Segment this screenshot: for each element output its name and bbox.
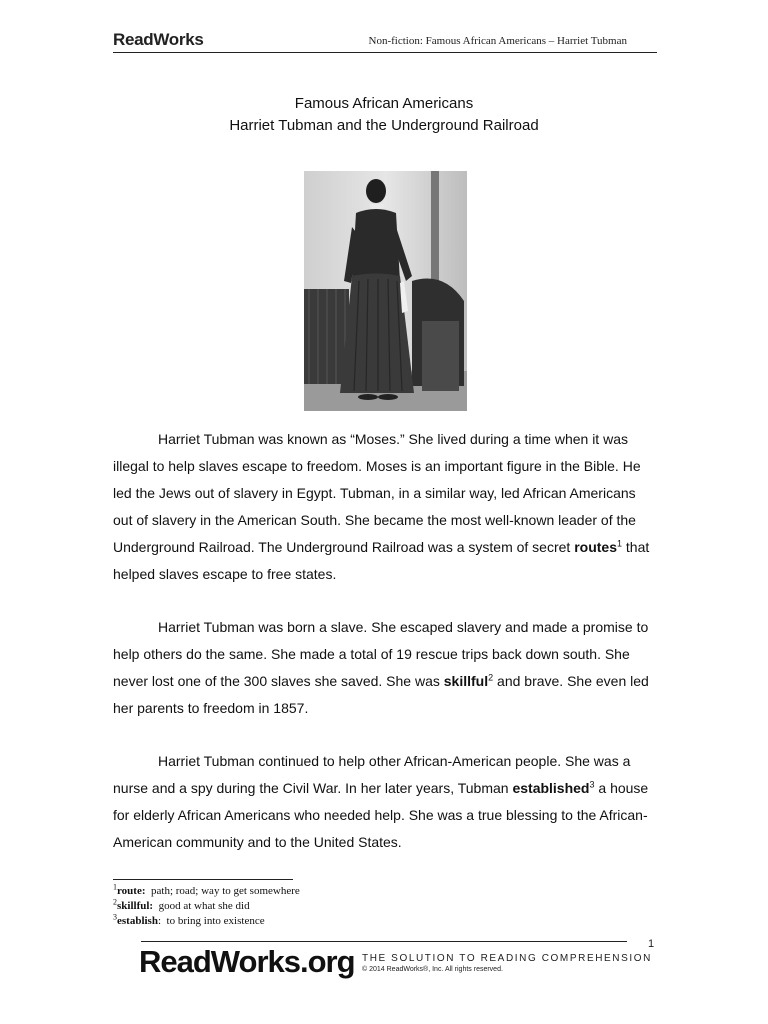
page-header xyxy=(113,30,657,53)
footnote-definition: : to bring into existence xyxy=(157,915,265,927)
paragraph-1-text: Harriet Tubman was known as “Moses.” She lived during a time when it was illegal to help slaves escape to freedom. Moses is an important figure in the Bible. He led the Jews out of slavery in Egypt. Tubman, in a similar way, led African Americans out of slavery in the American South. She became the most well-known leader of the Underground Railroad. The Underground Railroad was a system of secret xyxy=(113,431,641,555)
readworks-logo: ReadWorks xyxy=(113,30,204,49)
paragraph-2-text: Harriet Tubman was born a slave. She escaped slavery and made a promise to help others do the same. She made a total of 19 rescue trips back down south. She never lost one of the 300 slaves she saved. She was xyxy=(113,619,649,689)
paragraph-3-text: Harriet Tubman continued to help other African-American people. She was a nurse and a spy during the Civil War. In her later years, Tubman xyxy=(113,753,631,796)
paragraph-3 xyxy=(113,748,658,856)
footnote-ref-3: 3 xyxy=(589,779,595,790)
footer-divider xyxy=(141,941,627,942)
footnote-ref-2: 2 xyxy=(488,672,494,683)
harriet-tubman-photo xyxy=(304,171,467,411)
paragraph-1-text-end: that helped slaves escape to free states. xyxy=(113,539,650,582)
footnote-term: route: xyxy=(117,885,146,897)
paragraph-1 xyxy=(113,426,658,588)
footnote-term: skillful: xyxy=(117,900,154,912)
article-title-line1: Famous African Americans xyxy=(294,95,474,112)
footer-tagline: THE SOLUTION TO READING COMPREHENSION xyxy=(362,953,652,964)
readworks-org-logo: ReadWorks.org xyxy=(139,944,355,979)
footer-copyright: © 2014 ReadWorks®, Inc. All rights reserved. xyxy=(362,966,503,973)
footnote-1 xyxy=(113,884,300,899)
article-body xyxy=(113,426,658,882)
vocab-term-skillful: skillful xyxy=(443,673,489,689)
article-title-line2: Harriet Tubman and the Underground Railroad xyxy=(229,117,539,134)
footnote-definition: good at what she did xyxy=(153,900,250,912)
footnote-divider xyxy=(113,879,293,880)
paragraph-3-text-end: a house for elderly African Americans who needed help. She was a true blessing to the African-American community and to the United States. xyxy=(113,780,649,850)
footnote-number: 2 xyxy=(113,897,117,907)
footnote-ref-1: 1 xyxy=(617,538,623,549)
paragraph-2-text-end: and brave. She even led her parents to freedom in 1857. xyxy=(113,673,649,716)
footnote-definition: path; road; way to get somewhere xyxy=(145,885,300,897)
paragraph-2 xyxy=(113,614,658,722)
footnotes xyxy=(113,884,300,929)
footnote-3 xyxy=(113,914,300,929)
vocab-term-routes: routes xyxy=(574,539,617,555)
header-subtitle: Non-fiction: Famous African Americans – Harriet Tubman xyxy=(368,35,627,47)
vocab-term-established: established xyxy=(512,780,590,796)
footnote-term: establish xyxy=(117,915,158,927)
footnote-number: 1 xyxy=(113,882,117,892)
footnote-2 xyxy=(113,899,300,914)
page-number: 1 xyxy=(648,938,655,950)
footnote-number: 3 xyxy=(113,912,117,922)
